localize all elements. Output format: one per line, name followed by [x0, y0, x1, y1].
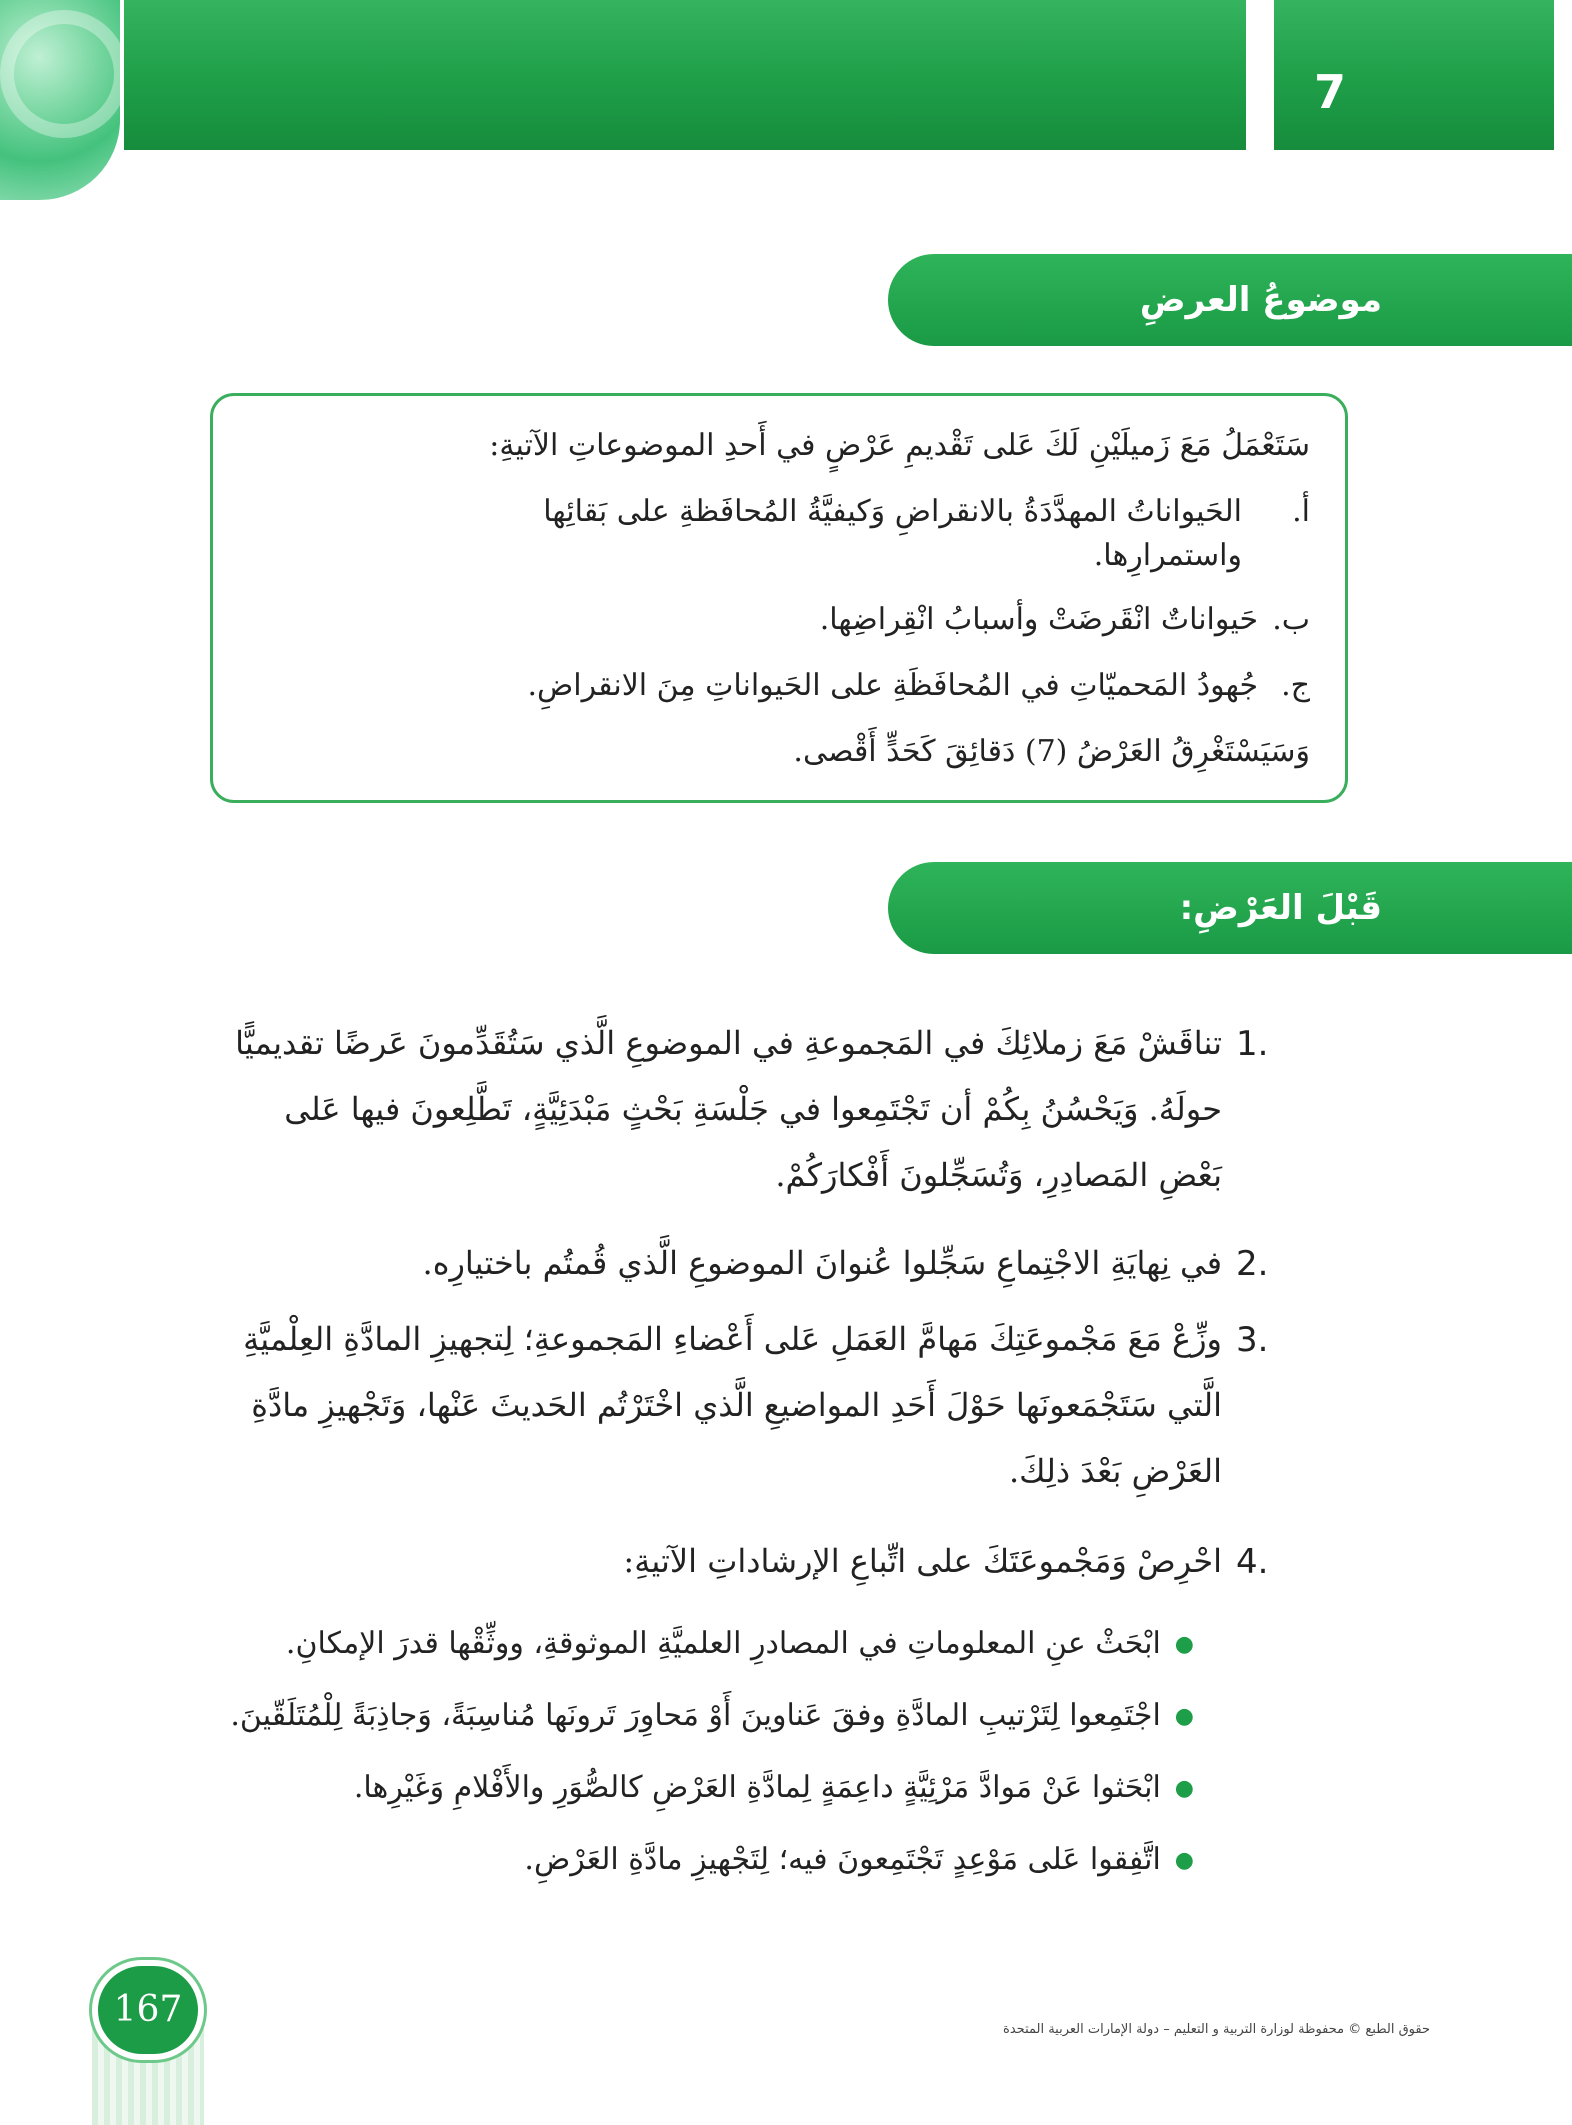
guideline-text: اجْتَمِعوا لِتَرْتيبِ المادَّةِ وفقَ عَناوينَ أَوْ مَحاوِرَ تَرونَها مُناسِبَةً، وَجاذِبَةً لِلْمُتَلَقّينَ.: [230, 1698, 1161, 1733]
guideline-item: [214, 1622, 1194, 1667]
guideline-item: [214, 1766, 1194, 1811]
step-number: 4.: [1236, 1542, 1269, 1582]
guideline-text: ابْحَثوا عَنْ مَوادَّ مَرْئِيَّةٍ داعِمَةٍ لِمادَّةِ العَرْضِ كالصُّوَرِ والأَفْلامِ وَغَيْرِها.: [353, 1770, 1161, 1805]
option-marker-b: ب.: [1272, 602, 1310, 637]
guideline-item: [214, 1694, 1194, 1739]
presentation-duration: وَسَيَسْتَغْرِقُ العَرْضُ (7) دَقائِقَ كَحَدٍّ أَقْصى.: [793, 734, 1310, 769]
option-text-a: الحَيواناتُ المهدَّدَةُ بالانقراضِ وَكيفيَّةُ المُحافَظةِ على بَقائِها واستمرارِها.: [543, 494, 1242, 573]
guideline-text: اتَّفِقوا عَلى مَوْعِدٍ تَجْتَمِعونَ فيه؛ لِتَجْهيزِ مادَّةِ العَرْضِ.: [524, 1842, 1161, 1877]
option-marker-a: أ.: [1292, 494, 1310, 529]
bullet-icon: ●: [1174, 1776, 1194, 1801]
option-marker-c: ج.: [1281, 668, 1310, 703]
bullet-icon: ●: [1174, 1848, 1194, 1873]
step-text: وزِّعْ مَعَ مَجْموعَتِكَ مَهامَّ العَمَلِ عَلى أَعْضاءِ المَجموعةِ؛ لِتجهيزِ المادَّةِ العِلْميَّةِ الَّتي سَتَجْمَعونَها حَوْلَ أَحَدِ المواضيعِ الَّذي اخْتَرْتُم الحَديثَ عَنْها، وَتَجْهيزِ مادَّةِ العَرْضِ بَعْدَ ذلِكَ.: [243, 1320, 1222, 1490]
bullet-icon: ●: [1174, 1632, 1194, 1657]
option-text-c: جُهودُ المَحميّاتِ في المُحافَظَةِ على الحَيواناتِ مِنَ الانقراضِ.: [527, 668, 1258, 703]
step-text: في نِهايَةِ الاجْتِماعِ سَجِّلوا عُنوانَ الموضوعِ الَّذي قُمتُم باختيارِه.: [422, 1244, 1222, 1282]
step-text: تناقَشْ مَعَ زملائِكَ في المَجموعةِ في الموضوعِ الَّذي سَتُقَدِّمونَ عَرضًا تقديميًّا حولَهُ. وَيَحْسُنُ بِكُمْ أن تَجْتَمِعوا في جَلْسَةِ بَحْثٍ مَبْدَئِيَّةٍ، تَطَّلِعونَ فيها عَلى بَعْضِ المَصادِرِ، وَتُسَجِّلونَ أَفْكارَكُمْ.: [235, 1024, 1222, 1194]
corner-ring-decoration: [0, 10, 128, 138]
guideline-text: ابْحَثْ عنِ المعلوماتِ في المصادرِ العلميَّةِ الموثوقةِ، ووثِّقْها قدرَ الإمكانِ.: [285, 1626, 1161, 1661]
header-band: [124, 0, 1246, 150]
page-number: 167: [92, 1960, 204, 2060]
step-number: 2.: [1236, 1244, 1269, 1284]
step-number: 1.: [1236, 1024, 1269, 1064]
step-text: احْرِصْ وَمَجْموعَتَكَ على اتِّباعِ الإرشاداتِ الآتيةِ:: [623, 1542, 1222, 1580]
copyright-notice: حقوق الطبع © محفوظة لوزارة التربية و التعليم – دولة الإمارات العربية المتحدة: [1003, 2022, 1430, 2037]
step-number: 3.: [1236, 1320, 1269, 1360]
section-title-before: قَبْلَ العَرْضِ:: [888, 862, 1572, 954]
header-divider: [1246, 0, 1274, 150]
guideline-item: [214, 1838, 1194, 1883]
topic-intro: سَتَعْمَلُ مَعَ زَميلَيْنِ لَكَ عَلى تَقْديمِ عَرْضٍ في أَحدِ الموضوعاتِ الآتيةِ:: [489, 428, 1310, 463]
chapter-number: 7: [1313, 65, 1346, 119]
option-text-b: حَيواناتٌ انْقَرضَتْ وأسبابُ انْقِراضِها.: [819, 602, 1258, 637]
bullet-icon: ●: [1174, 1704, 1194, 1729]
section-title-topic: موضوعُ العرضِ: [888, 254, 1572, 346]
